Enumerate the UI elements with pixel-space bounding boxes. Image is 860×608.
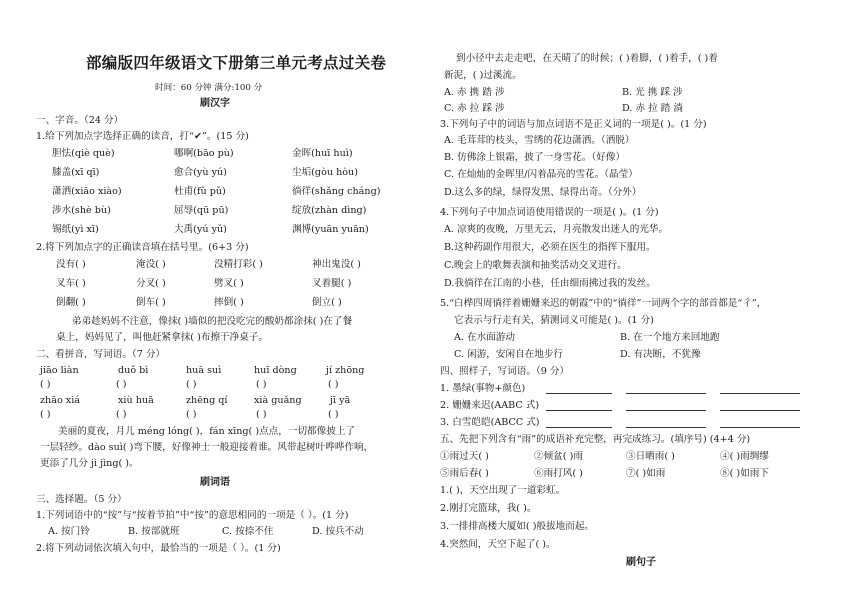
option-c[interactable]: C. 闲游，安闲自在地步行: [454, 349, 564, 360]
answer-box[interactable]: ( ): [116, 409, 127, 420]
answer-line[interactable]: [626, 417, 706, 428]
polyphone-item: 倒车( ): [136, 297, 166, 308]
answer-line[interactable]: [720, 383, 800, 394]
paragraph-line: 新泥，( )过溪流。: [444, 70, 522, 81]
answer-line[interactable]: [720, 417, 800, 428]
choice-question-3: 3.下列句子中的词语与加点词语不是正义词的一项是( )。(1 分): [440, 119, 707, 130]
idiom-item[interactable]: ⑧( )如雨下: [720, 468, 769, 479]
pinyin-item: 尘垢(gòu hòu): [292, 167, 358, 178]
option-d[interactable]: D. 按兵不动: [312, 526, 364, 537]
polyphone-item: 叉车( ): [56, 278, 86, 289]
pinyin-prompt: zhāo xiá: [40, 395, 80, 406]
option-b[interactable]: B.这种药副作用很大，必须在医生的指挥下服用。: [444, 242, 656, 253]
pinyin-item: 大禹(yú yǔ): [174, 224, 227, 235]
paper-title: 部编版四年级语文下册第三单元考点过关卷: [86, 53, 387, 72]
example-2: 2. 姗姗来迟(AABC 式): [440, 400, 540, 411]
paragraph-line: 更添了几分 jì jìng( )。: [40, 458, 139, 469]
part-two-heading: 二、看拼音，写词语。（7 分）: [36, 349, 166, 360]
fill-sentence-3: 3.一排排高楼大厦如( )般拔地而起。: [440, 521, 595, 532]
idiom-item[interactable]: ①雨过天( ): [440, 451, 489, 462]
paragraph-line: 一层轻纱。dào suì( )弯下腰，好像神士一般迎接着谁。风带起树叶哗哗作响，: [40, 442, 374, 453]
pinyin-prompt: xià guǎng: [254, 395, 302, 406]
pinyin-item: 屈辱(qū pū): [174, 205, 229, 216]
option-b[interactable]: B. 光 携 踩 涉: [622, 87, 683, 98]
answer-box[interactable]: ( ): [186, 379, 197, 390]
polyphone-item: 分叉( ): [136, 278, 166, 289]
answer-box[interactable]: ( ): [40, 379, 51, 390]
idiom-item[interactable]: ③日晒雨( ): [626, 451, 675, 462]
polyphone-item: 劈叉( ): [214, 278, 244, 289]
option-d[interactable]: D. 有决断，不犹豫: [620, 349, 701, 360]
option-b[interactable]: B. 按部就班: [128, 526, 180, 537]
fill-sentence-2: 2.刚打完篮球，我( )。: [440, 503, 537, 514]
choice-question-4: 4.下列句子中加点词语使用错误的一项是( )。(1 分): [440, 207, 659, 218]
polyphone-item: 没精打彩( ): [214, 259, 263, 270]
option-d[interactable]: D.这么多的绿，绿得发黑、绿得出奇。（分外）: [444, 187, 642, 198]
pinyin-prompt: jī yā: [330, 395, 351, 406]
pinyin-prompt: huā suì: [186, 365, 222, 376]
pinyin-item: 渊博(yuān yuān): [292, 224, 369, 235]
idiom-item[interactable]: ⑤雨后春( ): [440, 468, 489, 479]
option-c[interactable]: C. 赤 拉 踩 涉: [444, 103, 505, 114]
option-c[interactable]: C. 按捺不住: [222, 526, 274, 537]
idiom-item[interactable]: ⑥雨打风( ): [534, 468, 583, 479]
answer-box[interactable]: ( ): [40, 409, 51, 420]
answer-line[interactable]: [546, 383, 612, 394]
example-3: 3. 白雪皑皑(ABCC 式): [440, 417, 540, 428]
fill-sentence-1: 1.( )，天空出现了一道彩虹。: [440, 485, 566, 496]
paragraph-line: 到小径中去走走吧，在天晴了的时候；( )着脚，( )着手，( )着: [456, 53, 718, 64]
pinyin-item: 杜甫(fǔ pǔ): [174, 186, 226, 197]
pinyin-item: 金晖(huī huì): [292, 148, 353, 159]
option-b[interactable]: B. 仿佛涂上银霜，披了一身雪花。（好像）: [444, 152, 626, 163]
answer-line[interactable]: [626, 400, 706, 411]
paragraph-line: 美丽的夏夜，月儿 méng lóng( )，fán xīng( )点点，一切都像披上了: [58, 426, 356, 437]
part-four-heading: 四、照样子，写词语。（9 分）: [440, 366, 570, 377]
section-heading-juzi: 刷句子: [626, 557, 656, 568]
answer-box[interactable]: ( ): [328, 379, 339, 390]
fill-sentence-4: 4.突然间，天空下起了( )。: [440, 539, 556, 550]
option-a[interactable]: A. 在水面游动: [454, 332, 515, 343]
answer-line[interactable]: [720, 400, 800, 411]
paragraph-line: 弟弟趁妈妈不注意，像抹( )墙似的把没吃完的酸奶都涂抹( )在了餐: [72, 316, 353, 327]
answer-line[interactable]: [546, 417, 612, 428]
answer-line[interactable]: [546, 400, 612, 411]
choice-question-2: 2.将下列动词依次填入句中，最恰当的一项是（ ）。(1 分): [36, 543, 281, 554]
polyphone-item: 淹没( ): [136, 259, 166, 270]
polyphone-item: 倒立( ): [312, 297, 342, 308]
paragraph-line: 桌上，妈妈见了，叫他赶紧拿抹( )布擦干净桌子。: [56, 332, 269, 343]
part-three-heading: 三、选择题。（5 分）: [36, 494, 127, 505]
option-b[interactable]: B. 在一个地方来回地跑: [620, 332, 720, 343]
polyphone-item: 没有( ): [56, 259, 86, 270]
polyphone-item: 倒翻( ): [56, 297, 86, 308]
answer-box[interactable]: ( ): [186, 409, 197, 420]
pinyin-item: 徜徉(shǎng cháng): [292, 186, 381, 197]
choice-question-1: 1.下列词语中的“按”与“按着节拍”中“按”的意思相同的一项是（ ）。(1 分): [36, 510, 349, 521]
pinyin-prompt: xiù huā: [118, 395, 154, 406]
example-1: 1. 墨绿(事物+颜色): [440, 383, 526, 394]
option-c[interactable]: C.晚会上的歌舞表演和抽奖活动交叉进行。: [444, 260, 627, 271]
pinyin-prompt: jí zhōng: [326, 365, 365, 376]
idiom-item[interactable]: ⑦( )如雨: [626, 468, 666, 479]
pinyin-item: 涉水(shè bù): [52, 205, 111, 216]
pinyin-prompt: zhēng qí: [186, 395, 228, 406]
pinyin-item: 潇洒(xiāo xiào): [52, 186, 122, 197]
section-heading-ciyu: 刷词语: [200, 477, 230, 488]
answer-line[interactable]: [626, 383, 706, 394]
pinyin-prompt: jiāo liàn: [40, 365, 79, 376]
option-a[interactable]: A. 凉爽的夜晚，万里无云，月亮散发出迷人的光华。: [444, 224, 669, 235]
option-d[interactable]: D.我徜徉在江南的小巷，任由细雨拂过我的发丝。: [444, 278, 656, 289]
pinyin-prompt: huī dòng: [254, 365, 297, 376]
part-one-heading: 一、字音。（24 分）: [36, 115, 124, 126]
answer-box[interactable]: ( ): [116, 379, 127, 390]
answer-box[interactable]: ( ): [256, 379, 267, 390]
question-1-1: 1.给下列加点字选择正确的读音，打“✔”。(15 分): [36, 131, 249, 142]
paragraph-line: 它表示与行走有关，猜测词义可能是( )。(1 分): [454, 315, 654, 326]
question-1-2: 2.将下列加点字的正确读音填在括号里。(6+3 分): [36, 242, 249, 253]
option-a[interactable]: A. 赤 携 踏 涉: [444, 87, 505, 98]
idiom-item[interactable]: ②倾盆( )雨: [534, 451, 583, 462]
part-five-heading: 五、先把下列含有“雨”的成语补充完整，再完成练习。(填序号) (4+4 分): [440, 434, 751, 445]
pinyin-item: 愈合(yù yú): [174, 167, 227, 178]
option-a[interactable]: A. 毛茸茸的枝头，雪绣的花边潇洒。（洒脱）: [444, 135, 635, 146]
choice-question-5: 5.“白桦四周徜徉着姗姗来迟的朝霞”中的“徜徉”一词两个字的部首都是“彳”，: [440, 298, 767, 309]
option-c[interactable]: C. 在灿灿的金晖里/闪着晶亮的雪花。（晶莹）: [444, 169, 638, 180]
answer-box[interactable]: ( ): [256, 409, 267, 420]
pinyin-item: 胆怯(qiè què): [52, 148, 115, 159]
pinyin-item: 哪啊(bāo pù): [174, 148, 234, 159]
section-heading-hanzi: 刷汉字: [200, 98, 230, 109]
option-d[interactable]: D. 赤 拉 踏 淌: [622, 103, 683, 114]
pinyin-item: 绽放(zhàn dìng): [292, 205, 367, 216]
pinyin-item: 膝盖(xī qī): [52, 167, 100, 178]
pinyin-item: 锡纸(yì xī): [52, 224, 99, 235]
exam-meta: 时间：60 分钟 满分:100 分: [155, 83, 263, 93]
answer-box[interactable]: ( ): [328, 409, 339, 420]
polyphone-item: 叉着腿( ): [312, 278, 352, 289]
option-a[interactable]: A. 按门铃: [48, 526, 90, 537]
polyphone-item: 摔倒( ): [214, 297, 244, 308]
pinyin-prompt: duǒ bì: [118, 365, 149, 376]
polyphone-item: 神出鬼没( ): [312, 259, 361, 270]
idiom-item[interactable]: ④( )雨绸缪: [720, 451, 769, 462]
